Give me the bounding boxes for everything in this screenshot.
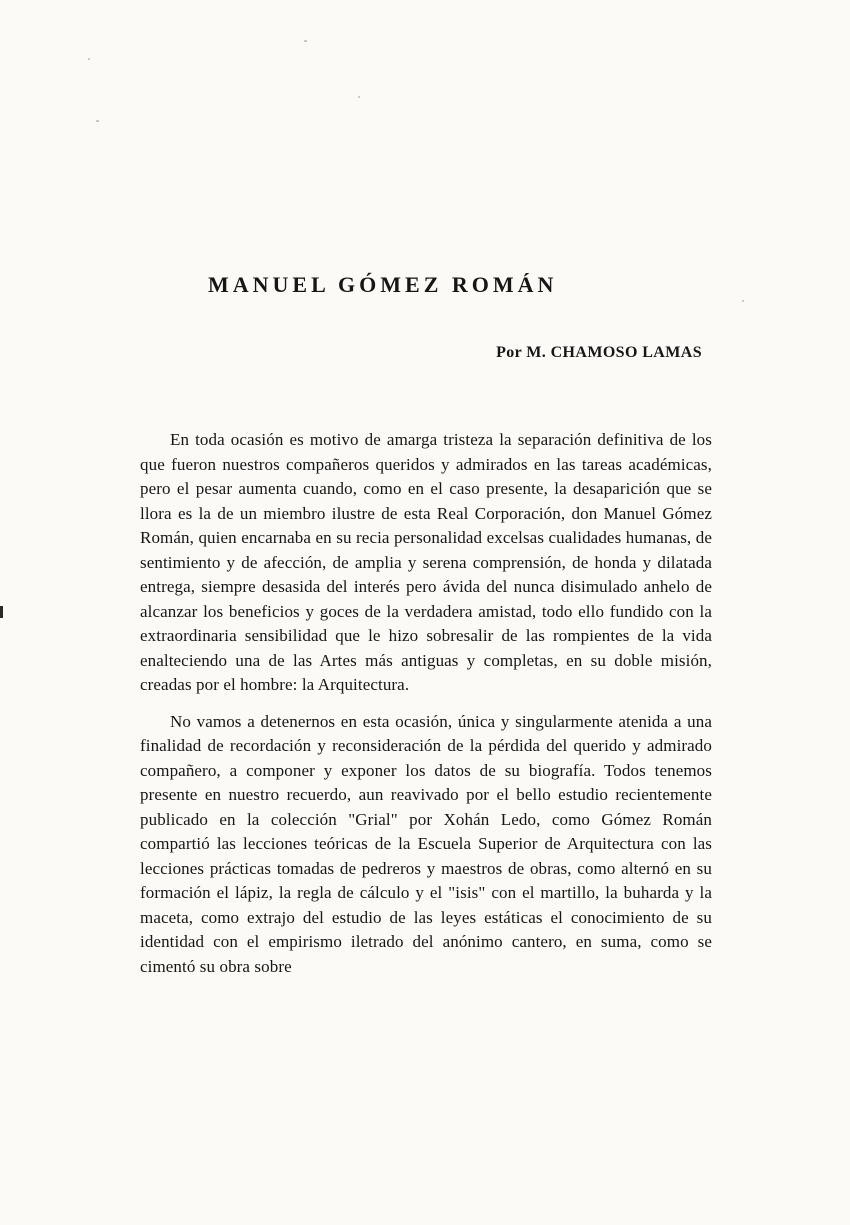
paragraph: No vamos a detenernos en esta ocasión, única y singularmente atenida a una finalidad de recordación y reconsideración de la pérdida del querido y admirado compañero, a componer y exponer los datos de su biografía. Todos tenemos presente en nuestro recuerdo, aun reavivado por el bello estudio recientemente publicado en la colección "Grial" por Xohán Ledo, como Gómez Román compartió las lecciones teóricas de la Escuela Superior de Arquitectura con las lecciones prácticas tomadas de pedreros y maestros de obras, como alternó en su formación el lápiz, la regla de cálculo y el "isis" con el martillo, la buharda y la maceta, como extrajo del estudio de las leyes estáticas el conocimiento de su identidad con el empirismo iletrado del anónimo cantero, en suma, como se cimentó su obra sobre (140, 711, 712, 976)
scan-speck (88, 58, 90, 60)
article-byline: Por M. CHAMOSO LAMAS (496, 344, 702, 361)
scan-speck (742, 300, 744, 302)
article-title: MANUEL GÓMEZ ROMÁN (208, 272, 558, 297)
scan-speck (96, 120, 99, 122)
paragraph: En toda ocasión es motivo de amarga tristeza la separación definitiva de los que fueron nuestros compañeros queridos y admirados en las tareas académicas, pero el pesar aumenta cuando, como en el caso presente, la desaparición que se llora es la de un miembro ilustre de esta Real Corporación, don Manuel Gómez Román, quien encarnaba en su recia personalidad excelsas cualidades humanas, de sentimiento y de afección, de amplia y serena comprensión, de honda y dilatada entrega, siempre desasida del interés pero ávida del nunca disimulado anhelo de alcanzar los beneficios y goces de la verdadera amistad, todo ello fundido con la extraordinaria sensibilidad que le hizo sobresalir de las rompientes de la vida enalteciendo una de las Artes más antiguas y completas, en su doble misión, creadas por el hombre: la Arquitectura. (140, 430, 712, 694)
scan-artifact (0, 606, 3, 618)
text-column (140, 0, 712, 991)
article-body (140, 428, 712, 979)
